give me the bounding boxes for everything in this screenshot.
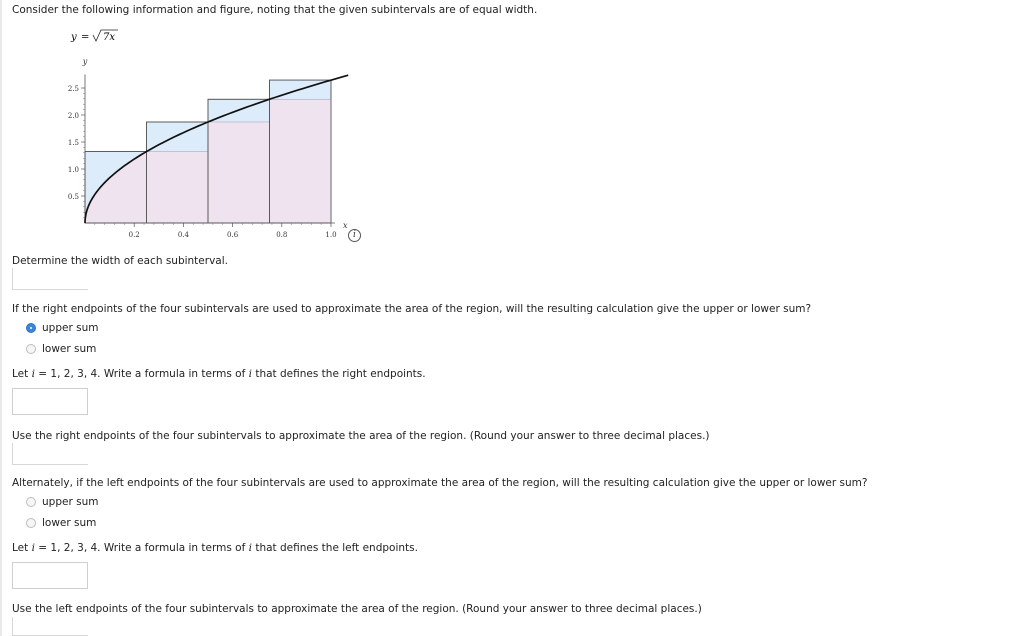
x-tick-label-0.4: 0.4	[177, 231, 189, 239]
q5-option-upper-label: upper sum	[42, 496, 99, 508]
q1-text: Determine the width of each subinterval.	[12, 255, 228, 267]
q5-text: Alternately, if the left endpoints of the four subintervals are used to approximate the area of the region, will the resulting calculation give the upper or lower sum?	[12, 477, 868, 489]
function-label-eq: =	[81, 32, 90, 43]
x-tick-label-0.6: 0.6	[227, 231, 239, 239]
q4-text: Use the right endpoints of the four subintervals to approximate the area of the region. (Round your answer to three decimal places.)	[12, 430, 710, 442]
q2-text: If the right endpoints of the four subintervals are used to approximate the area of the region, will the resulting calculation give the upper or lower sum?	[12, 303, 812, 315]
lower-rect-2	[147, 152, 209, 223]
y-tick-label-2: 2.0	[67, 112, 79, 120]
function-label-radicand: 7x	[103, 32, 116, 43]
q2-option-lower[interactable]	[26, 343, 96, 355]
q5-option-upper[interactable]	[26, 496, 98, 508]
y-tick-label-0.5: 0.5	[67, 193, 79, 201]
lower-rect-4	[270, 99, 332, 223]
q5-option-lower[interactable]	[26, 517, 96, 529]
q5-option-lower-label: lower sum	[42, 517, 97, 529]
lower-rect-3	[208, 122, 270, 223]
left-endpoint-formula-input[interactable]	[12, 562, 88, 589]
intro-text: Consider the following information and figure, noting that the given subintervals are of equal width.	[12, 4, 538, 16]
right-endpoint-formula-input[interactable]	[12, 388, 88, 415]
q2-radio-upper[interactable]	[26, 323, 36, 333]
q6-text: Let i = 1, 2, 3, 4. Write a formula in terms of i that defines the left endpoints.	[12, 542, 418, 554]
y-axis-label: y	[82, 57, 88, 66]
q2-option-upper-label: upper sum	[42, 322, 99, 334]
q2-option-lower-label: lower sum	[42, 343, 97, 355]
function-label	[70, 30, 118, 43]
x-tick-label-0.2: 0.2	[128, 231, 140, 239]
x-tick-label-1: 1.0	[325, 231, 337, 239]
right-endpoint-area-input[interactable]	[12, 443, 88, 465]
q5-radio-lower[interactable]	[26, 518, 36, 528]
q2-option-upper[interactable]	[26, 322, 98, 334]
info-icon[interactable]: i	[348, 229, 361, 242]
left-endpoint-area-input[interactable]	[12, 617, 88, 636]
subinterval-width-input[interactable]	[12, 268, 88, 290]
x-axis-label: x	[343, 221, 348, 230]
x-tick-label-0.8: 0.8	[276, 231, 288, 239]
q5-radio-upper[interactable]	[26, 497, 36, 507]
y-tick-label-1.5: 1.5	[67, 139, 79, 147]
y-tick-label-2.5: 2.5	[67, 85, 79, 93]
q3-text: Let i = 1, 2, 3, 4. Write a formula in terms of i that defines the right endpoints.	[12, 368, 426, 380]
y-tick-label-1: 1.0	[67, 166, 79, 174]
q7-text: Use the left endpoints of the four subintervals to approximate the area of the region. (Round your answer to three decimal places.)	[12, 603, 702, 615]
q2-radio-lower[interactable]	[26, 344, 36, 354]
function-label-y: y	[71, 32, 77, 43]
riemann-sum-figure	[0, 0, 380, 250]
